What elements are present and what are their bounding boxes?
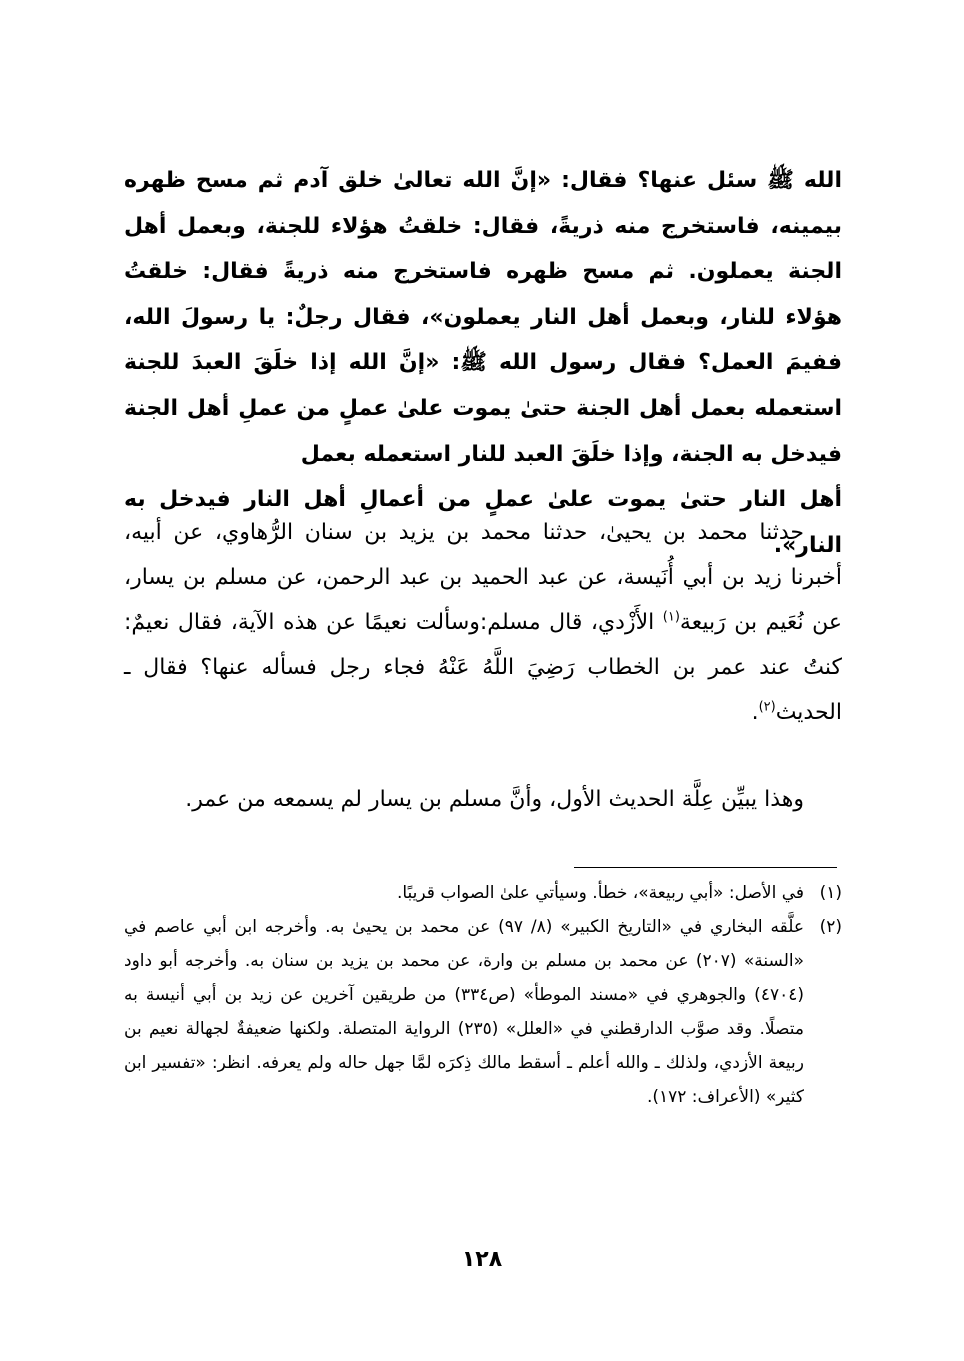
hadith-last-line: أهل النار حتىٰ يموت علىٰ عملٍ من أعمالِ أهل النار فيدخل به النار». — [124, 487, 842, 558]
footnote-text: في الأصل: «أبي ربيعة»، خطأ. وسيأتي علىٰ الصواب قريبًا. — [396, 883, 804, 903]
hadith-paragraph — [124, 158, 842, 568]
footnotes-section — [124, 876, 842, 1114]
page-number: ١٢٨ — [461, 1247, 503, 1272]
footnote-number: (١) — [819, 883, 842, 903]
isnad-text-middle: الأَزْدي، قال مسلم:وسألت نعيمًا عن هذه الآية، فقال نعيمٌ: كنتُ عند عمر بن الخطاب رَضِيَ اللَّهُ عَنْهُ فجاء رجل فسأله عنها؟ فقال ـ الحديث — [124, 610, 842, 725]
footnote-ref-2[interactable]: (٢) — [758, 699, 776, 715]
footnote-separator — [574, 867, 837, 868]
footnote-text: علَّقه البخاري في «التاريخ الكبير» (٨/ ٩٧) عن محمد بن يحيىٰ به. وأخرجه ابن أبي عاصم في «السنة» (٢٠٧) عن محمد بن مسلم بن وارة، عن محمد بن يزيد بن سنان به. وأخرجه أبو داود (٤٧٠٤) والجوهري في «مسند الموطأ» (ص٣٣٤) من طريقين آخرين عن زيد بن أبي أنيسة به متصلًا. وقد صوَّب الدارقطني في «العلل» (٢٣٥) الرواية المتصلة. ولكنها ضعيفةٌ لجهالة نعيم بن ربيعة الأزدي، ولذلك ـ والله أعلم ـ أسقط مالك ذِكرَه لمَّا جهل حاله ولم يعرفه. انظر: «تفسير ابن كثير» (الأعراف: ١٧٢). — [124, 917, 804, 1107]
footnote-2 — [124, 910, 842, 1114]
isnad-text-end: . — [751, 700, 759, 725]
conclusion-paragraph — [124, 778, 842, 822]
hadith-text: الله ﷺ سئل عنها؟ فقال: «إنَّ الله تعالىٰ خلق آدم ثم مسح ظهره بيمينه، فاستخرج منه ذريةً، فقال: خلقتُ هؤلاء للجنة، وبعمل أهل الجنة يعملون. ثم مسح ظهره فاستخرج منه ذريةً فقال: خلقتُ هؤلاء للنار، وبعمل أهل النار يعملون»، فقال رجلٌ: يا رسولَ الله، ففيمَ العمل؟ فقال رسول الله ﷺ: «إنَّ الله إذا خلَقَ العبدَ للجنة استعمله بعمل أهل الجنة حتىٰ يموت علىٰ عملٍ من عملِ أهل الجنة فيدخل به الجنة، وإذا خلَقَ العبد للنار استعمله بعمل — [124, 168, 842, 467]
isnad-text-start: حدثنا محمد بن يحيىٰ، حدثنا محمد بن يزيد بن سنان الرُّهاوي، عن أبيه، أخبرنا زيد بن أبي أُنَيسة، عن عبد الحميد بن عبد الرحمن، عن مسلم بن يسار، عن نُعَيم بن رَبيعة — [124, 520, 842, 635]
conclusion-text: وهذا يبيِّن عِلَّة الحديث الأول، وأنَّ مسلم بن يسار لم يسمعه من عمر. — [185, 787, 804, 812]
isnad-paragraph — [124, 510, 842, 735]
footnote-1 — [124, 876, 842, 910]
footnote-number: (٢) — [819, 917, 842, 937]
footnote-ref-1[interactable]: (١) — [662, 609, 680, 625]
